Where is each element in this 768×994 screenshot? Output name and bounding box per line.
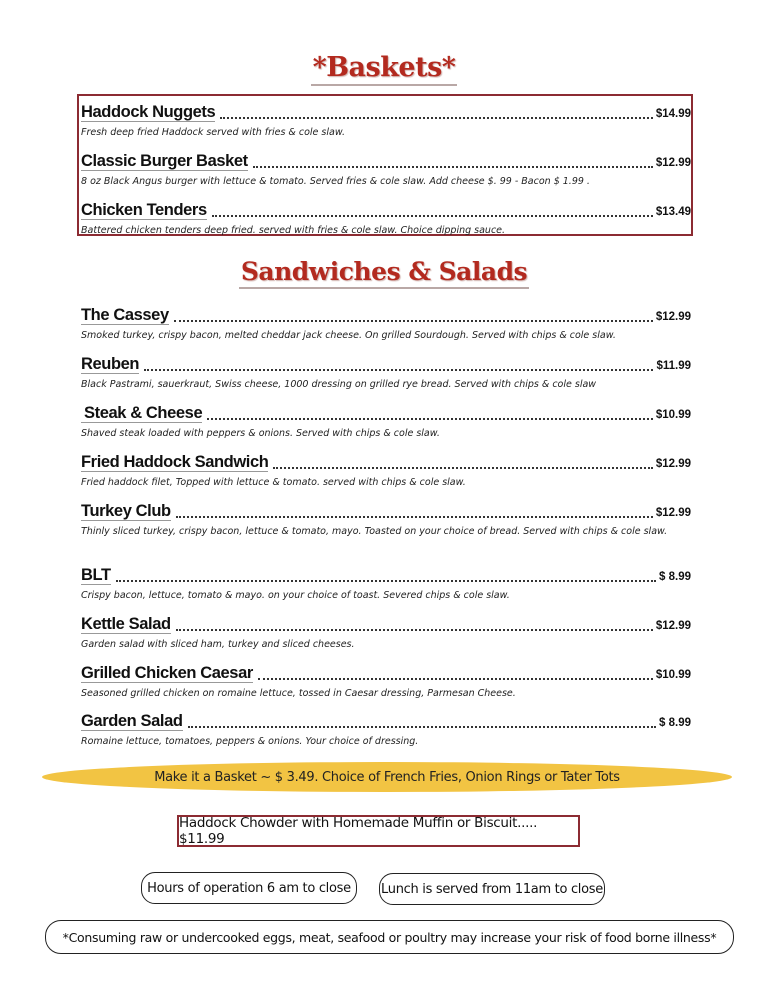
item-description: Shaved steak loaded with peppers & onions. Served with chips & cole slaw. [81,428,440,439]
item-price: $ 8.99 [659,717,691,729]
item-description: Thinly sliced turkey, crispy bacon, lettuce & tomato, mayo. Toasted on your choice of bread. Served with chips & cole slaw. [81,526,668,537]
dot-leader [174,316,653,322]
item-description: 8 oz Black Angus burger with lettuce & tomato. Served fries & cole slaw. Add cheese $. 99 - Bacon $ 1.99 . [81,176,590,187]
dot-leader [220,113,653,119]
item-price: $12.99 [655,507,691,519]
dot-leader [253,162,653,168]
hours-of-operation: Hours of operation 6 am to close [141,872,357,904]
item-name: Steak & Cheese [81,404,202,423]
menu-item [81,499,691,539]
menu-item [81,198,691,238]
item-price: $12.99 [655,620,691,632]
dot-leader [144,365,653,371]
menu-item [81,149,691,189]
dot-leader [273,463,652,469]
menu-item [81,352,691,392]
item-description: Black Pastrami, sauerkraut, Swiss cheese, 1000 dressing on grilled rye bread. Served with chips & cole slaw [81,379,597,390]
food-safety-warning: *Consuming raw or undercooked eggs, meat, seafood or poultry may increase your risk of food borne illness* [45,920,734,954]
item-name: Reuben [81,355,140,373]
item-description: Garden salad with sliced ham, turkey and sliced cheeses. [81,639,355,650]
menu-item [81,612,691,652]
item-price: $10.99 [655,669,691,681]
item-description: Smoked turkey, crispy bacon, melted cheddar jack cheese. On grilled Sourdough. Served with chips & cole slaw. [81,330,616,341]
item-name: Grilled Chicken Caesar [81,664,253,682]
item-name: Classic Burger Basket [81,152,248,170]
make-it-a-basket-banner [42,762,732,792]
dot-leader [116,576,656,582]
item-name: Garden Salad [81,712,183,730]
item-description: Seasoned grilled chicken on romaine lettuce, tossed in Caesar dressing, Parmesan Cheese. [81,688,516,699]
dot-leader [207,414,653,420]
menu-item [81,303,691,343]
item-price: $13.49 [655,206,691,218]
menu-item [81,563,691,603]
item-name: Fried Haddock Sandwich [81,453,269,471]
baskets-title: *Baskets* [0,52,768,83]
menu-item [81,100,691,140]
dot-leader [212,211,653,217]
dot-leader [176,625,653,631]
dot-leader [176,512,653,518]
item-price: $12.99 [655,157,691,169]
item-description: Romaine lettuce, tomatoes, peppers & onions. Your choice of dressing. [81,736,419,747]
item-name: Chicken Tenders [81,201,207,219]
item-name: The Cassey [81,306,169,324]
menu-item [81,709,691,749]
menu-item [81,450,691,490]
menu-item [81,661,691,701]
item-description: Crispy bacon, lettuce, tomato & mayo. on your choice of toast. Severed chips & cole slaw. [81,590,510,601]
item-description: Fresh deep fried Haddock served with fries & cole slaw. [81,127,345,138]
item-price: $11.99 [656,360,691,372]
lunch-hours: Lunch is served from 11am to close [379,873,605,905]
dot-leader [188,722,656,728]
item-price: $14.99 [655,108,691,120]
sandwiches-salads-title: Sandwiches & Salads [0,257,768,286]
item-price: $12.99 [655,458,691,470]
item-name: Turkey Club [81,502,171,520]
item-name: Kettle Salad [81,615,171,633]
item-description: Fried haddock filet, Topped with lettuce & tomato. served with chips & cole slaw. [81,477,466,488]
item-price: $ 8.99 [659,571,691,583]
item-name: Haddock Nuggets [81,103,216,121]
banner-text: Make it a Basket ~ $ 3.49. Choice of French Fries, Onion Rings or Tater Tots [154,769,620,785]
menu-item [81,401,691,441]
item-description: Battered chicken tenders deep fried. served with fries & cole slaw. Choice dipping sauce. [81,225,506,236]
item-price: $12.99 [655,311,691,323]
item-name: BLT [81,566,111,584]
chowder-box: Haddock Chowder with Homemade Muffin or Biscuit..... $11.99 [177,815,580,847]
item-price: $10.99 [655,409,691,421]
dot-leader [258,674,653,680]
